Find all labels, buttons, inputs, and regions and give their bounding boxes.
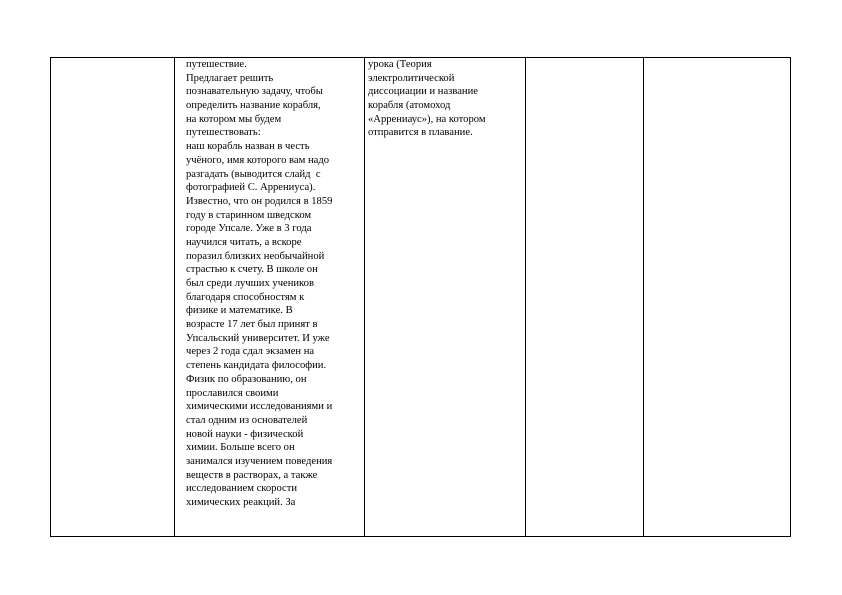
text-line: Известно, что он родился в 1859 [186, 195, 333, 207]
column-divider [643, 58, 644, 536]
text-line: отправится в плавание. [368, 127, 473, 139]
text-line: исследованием скорости [186, 483, 298, 495]
lesson-table [50, 57, 791, 537]
text-line: химическими исследованиями и [186, 401, 333, 413]
text-line: Упсальский университет. И уже [186, 332, 330, 344]
text-line: путешествовать: [186, 127, 261, 139]
text-line: фотографией С. Аррениуса). [186, 182, 316, 194]
text-line: через 2 года сдал экзамен на [186, 346, 315, 358]
text-line: разгадать (выводится слайд с [186, 168, 321, 180]
text-line: Предлагает решить [186, 72, 274, 84]
text-line: прославился своими [186, 387, 279, 399]
text-line: городе Упсале. Уже в 3 года [186, 223, 312, 235]
text-line: урока (Теория [368, 59, 432, 70]
text-line: учёного, имя которого вам надо [186, 154, 330, 166]
student-activity-cell [368, 58, 523, 536]
text-line: определить название корабля, [186, 100, 321, 112]
text-line: был среди лучших учеников [186, 278, 314, 289]
text-line: химии. Больше всего он [186, 442, 295, 454]
teacher-activity-cell [186, 58, 363, 536]
text-line: физике и математике. В [186, 305, 293, 317]
text-line: диссоциации и название [368, 86, 478, 98]
text-line: на котором мы будем [186, 113, 282, 125]
text-line: году в старинном шведском [186, 209, 312, 221]
text-line: химических реакций. За [186, 497, 296, 508]
column-divider [174, 58, 175, 536]
text-line: поразил близких необычайной [186, 250, 325, 262]
text-line: познавательную задачу, чтобы [186, 86, 323, 98]
text-line: степень кандидата философии. [186, 360, 327, 372]
column-divider [525, 58, 526, 536]
text-line: Физик по образованию, он [186, 373, 307, 385]
text-line: наш корабль назван в честь [186, 141, 310, 153]
text-line: научился читать, а вскоре [186, 236, 302, 248]
text-line: «Аррениаус»), на котором [368, 113, 486, 125]
text-line: благодаря способностям к [186, 291, 305, 303]
text-line: возрасте 17 лет был принят в [186, 319, 318, 331]
text-line: страстью к счету. В школе он [186, 264, 318, 276]
text-line: занимался изучением поведения [186, 455, 333, 467]
text-line: путешествие. [186, 59, 247, 70]
text-line: корабля (атомоход [368, 100, 451, 112]
text-line: веществ в растворах, а также [186, 469, 318, 481]
text-line: стал одним из основателей [186, 414, 308, 426]
text-line: новой науки - физической [186, 428, 304, 440]
column-divider [364, 58, 365, 536]
text-line: электролитической [368, 72, 455, 84]
